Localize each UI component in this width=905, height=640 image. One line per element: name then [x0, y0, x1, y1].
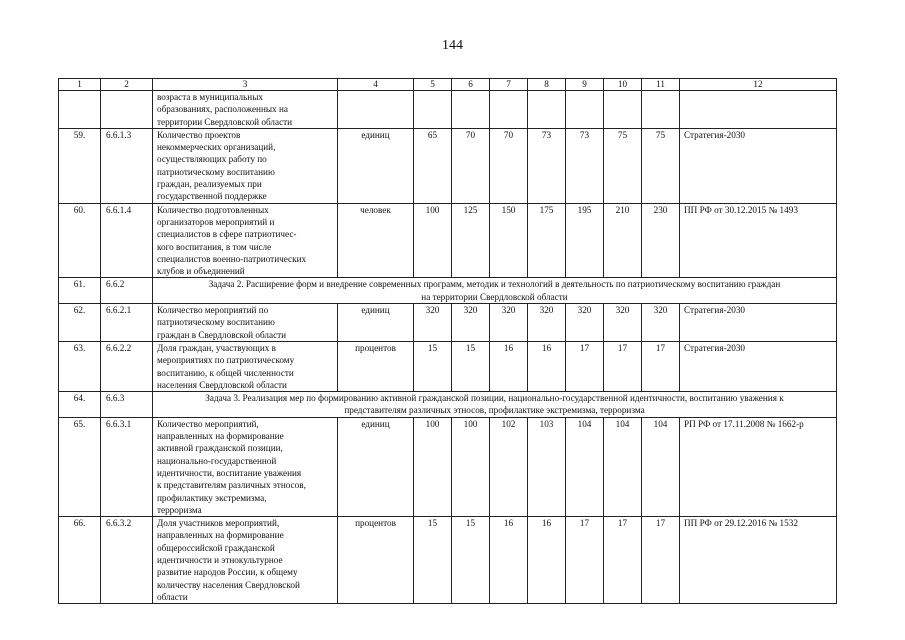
- unit-of-measure: человек: [338, 203, 414, 278]
- indicator-name: [153, 341, 338, 391]
- task-line: Задача 3. Реализация мер по формированию активной гражданской позиции, национально-государственной идентичности, воспитанию уважения к: [205, 393, 784, 404]
- task-row: [59, 278, 837, 304]
- target-value: 17: [642, 341, 680, 391]
- target-value: 17: [642, 517, 680, 604]
- indicator-code: 6.6.2.2: [101, 341, 153, 391]
- target-value: 17: [604, 517, 642, 604]
- indicator-name: [153, 91, 338, 129]
- target-value: 175: [528, 203, 566, 278]
- name-line: Количество проектов: [157, 129, 241, 140]
- source-document: Стратегия-2030: [680, 128, 837, 203]
- target-value: 70: [452, 128, 490, 203]
- target-value: 16: [490, 517, 528, 604]
- target-value: 16: [528, 517, 566, 604]
- column-number: 7: [490, 79, 528, 91]
- row-number: 62.: [59, 304, 101, 342]
- indicator-name: [153, 203, 338, 278]
- indicator-name: [153, 128, 338, 203]
- name-line: возраста в муниципальных: [157, 92, 263, 102]
- indicator-name: [153, 517, 338, 604]
- name-line: клубов и объединений: [157, 266, 245, 277]
- name-line: патриотическому воспитанию: [157, 166, 275, 177]
- name-line: государственной поддержке: [157, 191, 267, 202]
- target-value: 16: [528, 341, 566, 391]
- source-document: ПП РФ от 30.12.2015 № 1493: [680, 203, 837, 278]
- name-line: идентичности, воспитание уважения: [157, 467, 302, 478]
- name-line: организаторов мероприятий и: [157, 216, 275, 227]
- column-number: 6: [452, 79, 490, 91]
- row-number: 60.: [59, 203, 101, 278]
- target-value: 17: [566, 517, 604, 604]
- task-line: Задача 2. Расширение форм и внедрение современных программ, методик и технологий в деятельность по патриотическому воспитанию граждан: [208, 279, 781, 290]
- table-row: [59, 128, 837, 203]
- name-line: идентичности и этнокультурное: [157, 554, 283, 565]
- column-number: 9: [566, 79, 604, 91]
- source-document: Стратегия-2030: [680, 341, 837, 391]
- name-line: национально-государственной: [157, 455, 277, 466]
- target-value: 75: [642, 128, 680, 203]
- unit-of-measure: единиц: [338, 304, 414, 342]
- target-value: 104: [642, 417, 680, 516]
- row-number: 64.: [59, 392, 101, 418]
- name-line: к представителям различных этносов,: [157, 480, 306, 491]
- name-line: населения Свердловской области: [157, 379, 287, 390]
- name-line: воспитанию, к общей численности: [157, 367, 294, 378]
- task-row: [59, 392, 837, 418]
- name-line: специалистов военно-патриотических: [157, 253, 307, 264]
- name-line: кого воспитания, в том числе: [157, 241, 272, 252]
- column-number: 8: [528, 79, 566, 91]
- name-line: территории Свердловской области: [157, 116, 293, 127]
- source-document: ПП РФ от 29.12.2016 № 1532: [680, 517, 837, 604]
- task-line: на территории Свердловской области: [421, 291, 568, 302]
- name-line: мероприятиях по патриотическому: [157, 355, 295, 366]
- unit-of-measure: единиц: [338, 128, 414, 203]
- name-line: Доля участников мероприятий,: [157, 518, 280, 529]
- row-number: 59.: [59, 128, 101, 203]
- target-value: 210: [604, 203, 642, 278]
- target-value: 230: [642, 203, 680, 278]
- target-value: 15: [452, 341, 490, 391]
- column-number: 3: [153, 79, 338, 91]
- indicator-code: 6.6.1.4: [101, 203, 153, 278]
- table-row: [59, 517, 837, 604]
- unit-of-measure: процентов: [338, 517, 414, 604]
- indicator-code: 6.6.3: [101, 392, 153, 418]
- target-value: 320: [528, 304, 566, 342]
- indicator-name: [153, 417, 338, 516]
- column-number: 2: [101, 79, 153, 91]
- target-value: 104: [604, 417, 642, 516]
- column-number: 5: [414, 79, 452, 91]
- target-value: 195: [566, 203, 604, 278]
- task-description: [153, 278, 837, 304]
- indicators-table: [58, 78, 837, 604]
- name-line: области: [157, 591, 188, 602]
- table-row: [59, 341, 837, 391]
- name-line: терроризма: [157, 504, 202, 515]
- target-value: 73: [528, 128, 566, 203]
- target-value: 104: [566, 417, 604, 516]
- name-line: количеству населения Свердловской: [157, 579, 300, 590]
- name-line: общероссийской гражданской: [157, 542, 275, 553]
- column-number: 10: [604, 79, 642, 91]
- target-value: 320: [414, 304, 452, 342]
- row-number: 65.: [59, 417, 101, 516]
- name-line: осуществляющих работу по: [157, 154, 267, 165]
- target-value: 15: [414, 517, 452, 604]
- name-line: развитие народов России, к общему: [157, 567, 298, 578]
- target-value: 73: [566, 128, 604, 203]
- column-number: 11: [642, 79, 680, 91]
- indicator-code: 6.6.2: [101, 278, 153, 304]
- target-value: 320: [490, 304, 528, 342]
- name-line: специалистов в сфере патриотичес-: [157, 229, 297, 240]
- column-number: 4: [338, 79, 414, 91]
- name-line: Количество мероприятий,: [157, 418, 259, 429]
- name-line: некоммерческих организаций,: [157, 142, 276, 153]
- column-number-row: [59, 79, 837, 91]
- name-line: направленных на формирование: [157, 431, 284, 442]
- target-value: 320: [642, 304, 680, 342]
- indicator-code: 6.6.3.1: [101, 417, 153, 516]
- table-row: [59, 203, 837, 278]
- name-line: направленных на формирование: [157, 530, 284, 541]
- name-line: Количество мероприятий по: [157, 305, 269, 316]
- row-number: 63.: [59, 341, 101, 391]
- target-value: 320: [604, 304, 642, 342]
- column-number: 12: [680, 79, 837, 91]
- target-value: 65: [414, 128, 452, 203]
- column-number: 1: [59, 79, 101, 91]
- target-value: 17: [566, 341, 604, 391]
- target-value: 100: [452, 417, 490, 516]
- target-value: 16: [490, 341, 528, 391]
- target-value: 100: [414, 203, 452, 278]
- target-value: 125: [452, 203, 490, 278]
- task-line: представителям различных этносов, профилактике экстремизма, терроризма: [344, 405, 645, 416]
- unit-of-measure: единиц: [338, 417, 414, 516]
- page-number: 144: [442, 38, 463, 53]
- target-value: 15: [452, 517, 490, 604]
- target-value: 103: [528, 417, 566, 516]
- target-value: 100: [414, 417, 452, 516]
- table-row: [59, 304, 837, 342]
- source-document: Стратегия-2030: [680, 304, 837, 342]
- task-description: [153, 392, 837, 418]
- name-line: граждан в Свердловской области: [157, 329, 287, 340]
- row-number: 66.: [59, 517, 101, 604]
- indicator-code: 6.6.1.3: [101, 128, 153, 203]
- target-value: 17: [604, 341, 642, 391]
- name-line: профилактику экстремизма,: [157, 492, 267, 503]
- target-value: 15: [414, 341, 452, 391]
- target-value: 320: [566, 304, 604, 342]
- name-line: Количество подготовленных: [157, 204, 269, 215]
- target-value: 75: [604, 128, 642, 203]
- continuation-row: [59, 91, 837, 129]
- name-line: образованиях, расположенных на: [157, 104, 288, 115]
- source-document: РП РФ от 17.11.2008 № 1662-р: [680, 417, 837, 516]
- indicator-name: [153, 304, 338, 342]
- name-line: граждан, реализуемых при: [157, 179, 262, 190]
- table-body: [59, 79, 837, 604]
- unit-of-measure: процентов: [338, 341, 414, 391]
- indicator-code: 6.6.2.1: [101, 304, 153, 342]
- target-value: 320: [452, 304, 490, 342]
- name-line: патриотическому воспитанию: [157, 317, 275, 328]
- target-value: 150: [490, 203, 528, 278]
- row-number: 61.: [59, 278, 101, 304]
- indicator-code: 6.6.3.2: [101, 517, 153, 604]
- target-value: 70: [490, 128, 528, 203]
- table-row: [59, 417, 837, 516]
- name-line: Доля граждан, участвующих в: [157, 342, 276, 353]
- name-line: активной гражданской позиции,: [157, 443, 283, 454]
- target-value: 102: [490, 417, 528, 516]
